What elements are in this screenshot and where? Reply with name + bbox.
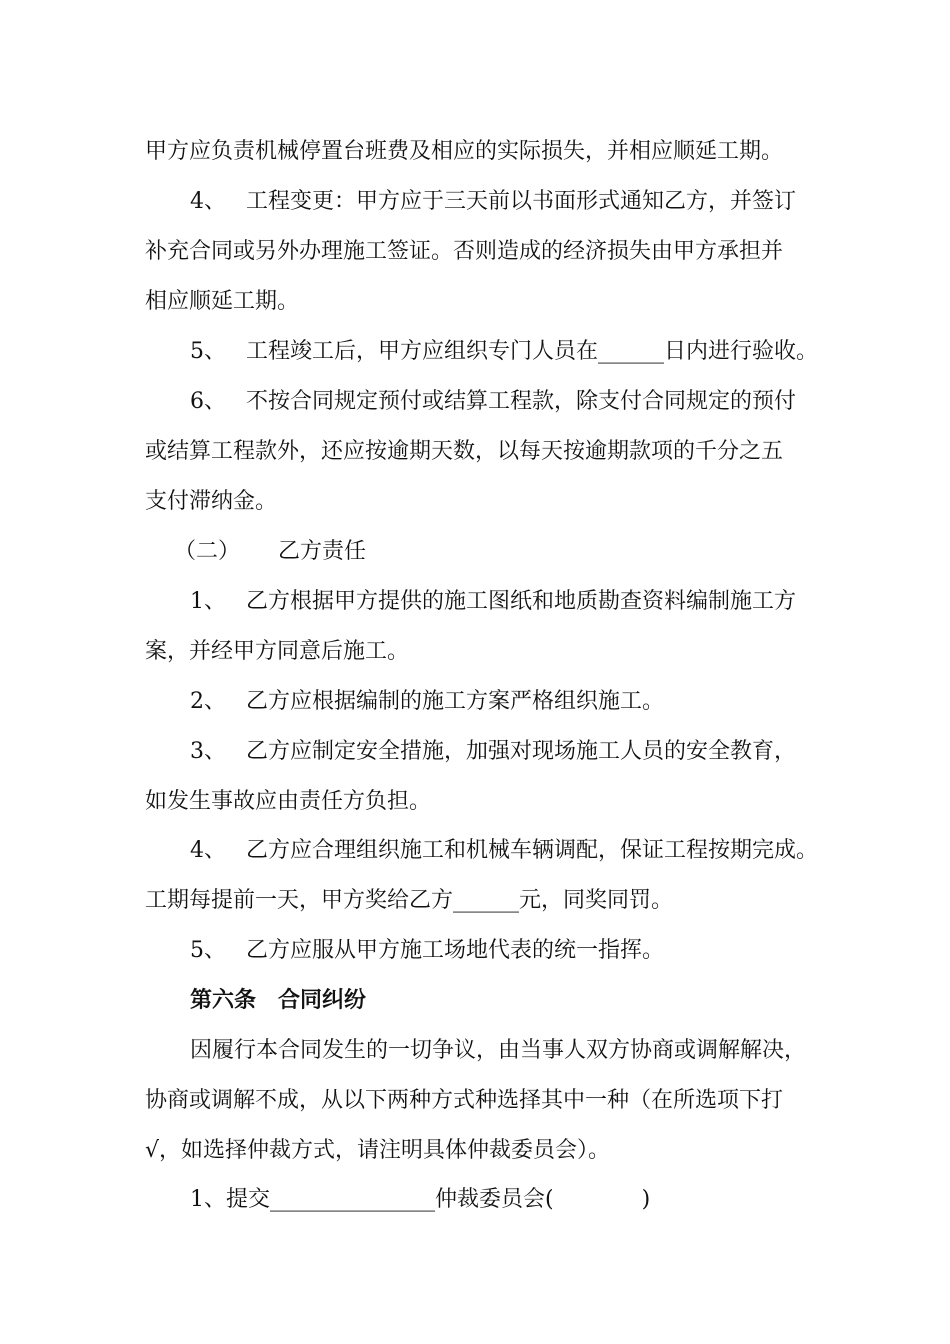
item-number: 1、 — [190, 589, 226, 614]
paragraph-line: 不按合同规定预付或结算工程款，除支付合同规定的预付 — [246, 389, 797, 414]
item-number: 4、 — [190, 189, 226, 214]
article-heading: 第六条 合同纠纷 — [190, 988, 367, 1013]
paragraph-line: 相应顺延工期。 — [145, 289, 300, 314]
section-title: 乙方责任 — [278, 539, 367, 564]
paragraph-line: √，如选择仲裁方式，请注明具体仲裁委员会）。 — [145, 1138, 611, 1163]
paragraph-line: 支付滞纳金。 — [145, 489, 278, 514]
paragraph-line: 乙方应服从甲方施工场地代表的统一指挥。 — [246, 938, 665, 963]
item-number: 4、 — [190, 838, 226, 863]
paragraph-line: 乙方应制定安全措施，加强对现场施工人员的安全教育， — [246, 739, 797, 764]
item-number: 6、 — [190, 389, 226, 414]
option-line: 1、提交_______________仲裁委员会( ) — [190, 1187, 651, 1212]
paragraph-line: 工程变更：甲方应于三天前以书面形式通知乙方，并签订 — [246, 189, 797, 214]
paragraph-line: 乙方应合理组织施工和机械车辆调配，保证工程按期完成。 — [246, 838, 819, 863]
item-number: 5、 — [190, 339, 226, 364]
item-number: 5、 — [190, 938, 226, 963]
paragraph-line: 工期每提前一天，甲方奖给乙方______元，同奖同罚。 — [145, 888, 674, 913]
paragraph-line: 案，并经甲方同意后施工。 — [145, 639, 410, 664]
paragraph-line: 或结算工程款外，还应按逾期天数，以每天按逾期款项的千分之五 — [145, 439, 784, 464]
item-number: 3、 — [190, 739, 226, 764]
section-number: （二） — [174, 539, 241, 564]
paragraph-line: 如发生事故应由责任方负担。 — [145, 789, 432, 814]
paragraph-line: 协商或调解不成，从以下两种方式种选择其中一种（在所选项下打 — [145, 1088, 784, 1113]
paragraph-line: 工程竣工后，甲方应组织专门人员在______日内进行验收。 — [246, 339, 819, 364]
paragraph-line: 乙方应根据编制的施工方案严格组织施工。 — [246, 689, 665, 714]
paragraph-continuation: 甲方应负责机械停置台班费及相应的实际损失，并相应顺延工期。 — [145, 139, 784, 164]
paragraph-line: 乙方根据甲方提供的施工图纸和地质勘查资料编制施工方 — [246, 589, 797, 614]
paragraph-line: 补充合同或另外办理施工签证。否则造成的经济损失由甲方承担并 — [145, 239, 784, 264]
paragraph-line: 因履行本合同发生的一切争议，由当事人双方协商或调解解决， — [190, 1038, 807, 1063]
item-number: 2、 — [190, 689, 226, 714]
